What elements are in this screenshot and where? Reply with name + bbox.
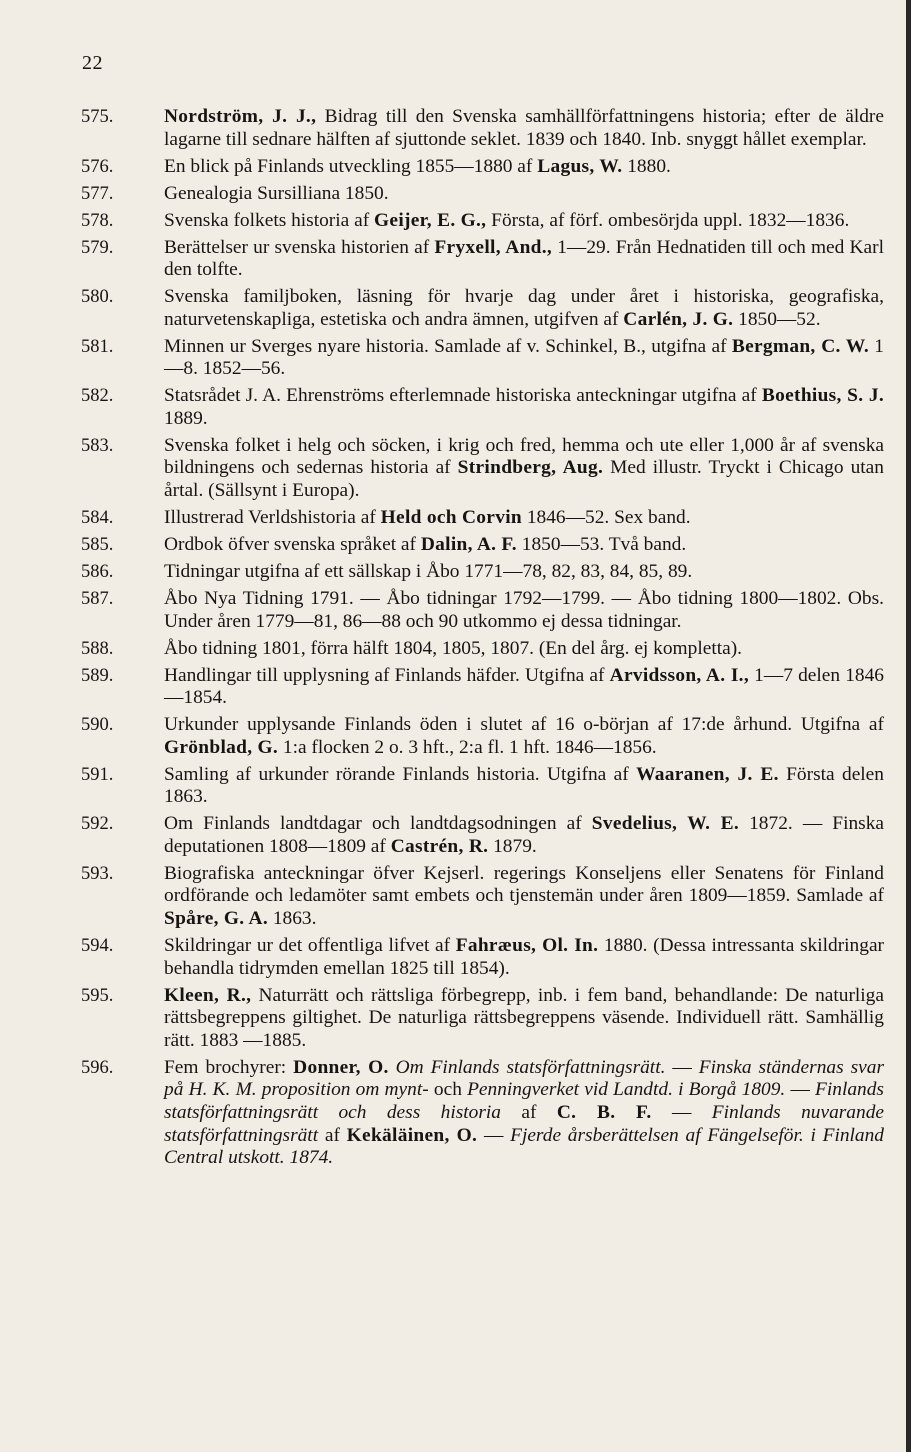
entry-author: Carlén, J. G. bbox=[623, 308, 734, 330]
catalogue-entry bbox=[76, 210, 884, 233]
entry-text bbox=[164, 210, 849, 231]
entry-number: 589. bbox=[81, 665, 114, 686]
catalogue-entry bbox=[76, 183, 884, 206]
entry-text bbox=[164, 183, 389, 204]
entry-text-segment: Samling af urkunder rörande Finlands historia. Utgifna af bbox=[164, 763, 637, 785]
entry-title-italic: Finska ständernas svar på H. K. M. proposition om mynt- bbox=[164, 1056, 884, 1101]
catalogue-entry bbox=[76, 385, 884, 430]
entry-author: Donner, O. bbox=[293, 1056, 389, 1078]
entry-text-segment: Första, af förf. ombesörjda uppl. 1832—1836. bbox=[486, 209, 850, 231]
entry-number: 582. bbox=[81, 386, 114, 407]
entry-title-italic: Om Finlands statsförfattningsrätt. bbox=[395, 1056, 666, 1078]
entry-text bbox=[164, 935, 884, 979]
entry-number: 583. bbox=[81, 435, 114, 456]
entry-number: 585. bbox=[81, 535, 114, 555]
entry-text-segment: 1880. bbox=[622, 155, 671, 177]
entry-number: 578. bbox=[81, 210, 114, 231]
entry-number: 580. bbox=[81, 287, 114, 308]
entry-text-segment: Första delen 1863. bbox=[164, 763, 884, 808]
entry-text-segment: 1—7 delen 1846—1854. bbox=[164, 664, 884, 709]
entry-number: 575. bbox=[81, 107, 114, 127]
catalogue-entry bbox=[76, 985, 884, 1053]
entry-text-segment: Svenska folket i helg och söcken, i krig och fred, hemma och ute eller 1,000 år af svenska bildningens och sedernas historia af bbox=[164, 434, 884, 479]
catalogue-entry bbox=[76, 863, 884, 931]
entry-text-segment: Åbo tidning 1801, förra hälft 1804, 1805, 1807. (En del årg. ej kompletta). bbox=[164, 637, 743, 659]
entry-text-segment: Naturrätt och rättsliga förbegrepp, inb. i fem band, behandlande: De naturliga rättsbegreppens giltighet. De naturliga rättsbegreppens väsende. Individuell rätt. Samhällig rätt. 1883 —1885. bbox=[164, 984, 884, 1051]
entry-author: Nordström, J. J., bbox=[164, 106, 317, 127]
entry-number: 587. bbox=[81, 588, 114, 609]
entry-text bbox=[164, 435, 884, 501]
entry-text-segment: och bbox=[428, 1079, 468, 1101]
entry-number: 593. bbox=[81, 863, 114, 884]
entry-text-segment: 1:a flocken 2 o. 3 hft., 2:a fl. 1 hft. 1846—1856. bbox=[278, 736, 657, 758]
entry-number: 584. bbox=[81, 508, 114, 529]
entry-text-segment: 1—29. Från Hednatiden till och med Karl den tolfte. bbox=[164, 236, 884, 281]
catalogue-entry bbox=[76, 638, 884, 661]
catalogue-entry bbox=[76, 237, 884, 282]
entry-number: 581. bbox=[81, 336, 114, 357]
entry-number: 596. bbox=[81, 1057, 114, 1078]
entry-text-segment: 1863. bbox=[267, 908, 317, 930]
entry-text-segment: Fem brochyrer: bbox=[164, 1056, 294, 1078]
entry-number: 595. bbox=[81, 985, 114, 1006]
entry-text bbox=[164, 336, 884, 380]
entry-text-segment: Med illustr. Tryckt i Chicago utan årtal. (Sällsynt i Europa). bbox=[164, 457, 884, 502]
entry-text-segment: — bbox=[665, 1056, 699, 1078]
entry-text-segment: 1846—52. Sex band. bbox=[521, 507, 691, 529]
entry-text-segment: 1—8. 1852—56. bbox=[164, 335, 884, 380]
catalogue-entries bbox=[76, 106, 884, 1174]
entry-title-italic: Penningverket vid Landtd. i Borgå 1809. bbox=[467, 1079, 786, 1101]
entry-text bbox=[164, 286, 884, 330]
entry-text bbox=[164, 507, 691, 528]
entry-text bbox=[164, 1057, 884, 1168]
entry-author: Kekäläinen, O. bbox=[346, 1124, 478, 1146]
entry-text-segment: 1879. bbox=[488, 835, 537, 857]
entry-title-italic: Fjerde årsberättelsen af Fängelseför. i Finland Central utskott. 1874. bbox=[164, 1124, 885, 1169]
entry-text-segment: Om Finlands landtdagar och landtdagsodningen af bbox=[164, 813, 592, 835]
entry-author: Strindberg, Aug. bbox=[457, 457, 604, 479]
entry-text-segment: Ordbok öfver svenska språket af bbox=[164, 534, 421, 555]
entry-title-italic: Finlands statsförfattningsrätt och dess historia bbox=[164, 1079, 884, 1123]
entry-text bbox=[164, 863, 884, 929]
entry-text-segment: — bbox=[785, 1079, 816, 1101]
entry-text bbox=[164, 106, 884, 150]
catalogue-entry bbox=[76, 156, 884, 179]
catalogue-entry bbox=[76, 714, 884, 759]
entry-number: 588. bbox=[81, 638, 114, 659]
catalogue-entry bbox=[76, 286, 884, 331]
entry-text-segment: Genealogia Sursilliana 1850. bbox=[164, 182, 389, 204]
entry-number: 594. bbox=[81, 936, 114, 957]
catalogue-entry bbox=[76, 764, 884, 809]
entry-text-segment: Handlingar till upplysning af Finlands häfder. Utgifna af bbox=[164, 664, 610, 686]
entry-author: Boethius, S. J. bbox=[761, 385, 884, 407]
entry-text-segment: Tidningar utgifna af ett sällskap i Åbo 1771—78, 82, 83, 84, 85, 89. bbox=[164, 560, 693, 582]
entry-author: Geijer, E. G., bbox=[374, 209, 487, 231]
entry-author: Fahræus, Ol. In. bbox=[455, 935, 599, 957]
catalogue-entry bbox=[76, 534, 884, 557]
entry-text-segment: Svenska familjboken, läsning för hvarje dag under året i historiska, geografiska, naturvetenskapliga, estetiska och andra ämnen, utgifven af bbox=[164, 286, 884, 330]
entry-author: Bergman, C. W. bbox=[731, 335, 869, 357]
entry-author: Arvidsson, A. I., bbox=[609, 664, 749, 686]
page-edge bbox=[906, 0, 911, 1452]
catalogue-entry bbox=[76, 561, 884, 584]
entry-text-segment: Statsrådet J. A. Ehrenströms efterlemnade historiska anteckningar utgifna af bbox=[164, 385, 762, 407]
entry-text-segment: Skildringar ur det offentliga lifvet af bbox=[164, 935, 456, 957]
entry-text-segment: af bbox=[318, 1124, 347, 1146]
catalogue-entry bbox=[76, 336, 884, 381]
entry-text bbox=[164, 534, 686, 555]
entry-author: Dalin, A. F. bbox=[420, 534, 517, 555]
catalogue-entry bbox=[76, 588, 884, 633]
entry-text-segment: Svenska folkets historia af bbox=[164, 209, 375, 231]
entry-text-segment: Urkunder upplysande Finlands öden i slutet af 16 o-början af 17:de århund. Utgifna af bbox=[164, 714, 884, 736]
entry-text bbox=[164, 385, 884, 429]
entry-text bbox=[164, 156, 671, 177]
entry-number: 590. bbox=[81, 715, 114, 736]
entry-text bbox=[164, 764, 884, 808]
entry-text-segment bbox=[389, 1057, 396, 1078]
catalogue-entry bbox=[76, 106, 884, 151]
entry-text bbox=[164, 588, 884, 632]
entry-number: 586. bbox=[81, 561, 114, 582]
entry-text bbox=[164, 561, 692, 582]
entry-author: C. B. F. bbox=[556, 1101, 652, 1123]
entry-text-segment: af bbox=[500, 1101, 557, 1123]
entry-text bbox=[164, 714, 884, 758]
entry-author: Fryxell, And., bbox=[434, 236, 553, 258]
entry-title-italic: Finlands nuvarande statsförfattningsrätt bbox=[164, 1101, 885, 1146]
entry-text bbox=[164, 813, 884, 857]
page-number: 22 bbox=[82, 52, 103, 74]
entry-author: Spåre, G. A. bbox=[164, 908, 268, 930]
entry-number: 576. bbox=[81, 156, 114, 177]
entry-number: 591. bbox=[81, 764, 114, 785]
entry-text-segment: Åbo Nya Tidning 1791. — Åbo tidningar 1792—1799. — Åbo tidning 1800—1802. Obs. Under åren 1779—81, 86—88 och 90 utkommo ej dessa tidningar. bbox=[164, 587, 884, 632]
entry-text-segment: 1850—53. Två band. bbox=[516, 534, 687, 555]
entry-text-segment: Berättelser ur svenska historien af bbox=[164, 236, 435, 258]
entry-text bbox=[164, 985, 884, 1051]
entry-text bbox=[164, 665, 884, 709]
entry-author: Held och Corvin bbox=[380, 507, 522, 529]
entry-text-segment: — bbox=[651, 1101, 712, 1123]
entry-text-segment: Bidrag till den Svenska samhällförfattningens historia; efter de äldre lagarne till sednare hälften af sjuttonde seklet. 1839 och 1840. Inb. snyggt hållet exemplar. bbox=[164, 106, 885, 150]
catalogue-entry bbox=[76, 665, 884, 710]
entry-text-segment: 1872. — Finska deputationen 1808—1809 af bbox=[164, 813, 885, 857]
entry-text-segment: — bbox=[477, 1124, 511, 1146]
entry-text bbox=[164, 237, 884, 281]
entry-number: 579. bbox=[81, 237, 114, 258]
entry-author: Grönblad, G. bbox=[164, 736, 279, 758]
entry-text-segment: 1889. bbox=[164, 407, 208, 429]
entry-text bbox=[164, 638, 742, 659]
entry-text-segment: 1850—52. bbox=[733, 308, 821, 330]
entry-author: Castrén, R. bbox=[390, 835, 489, 857]
catalogue-entry bbox=[76, 507, 884, 530]
catalogue-entry bbox=[76, 813, 884, 858]
entry-number: 577. bbox=[81, 183, 114, 204]
entry-text-segment: En blick på Finlands utveckling 1855—1880 af bbox=[164, 155, 538, 177]
entry-author: Svedelius, W. E. bbox=[591, 813, 740, 835]
catalogue-entry bbox=[76, 935, 884, 980]
catalogue-entry bbox=[76, 435, 884, 503]
entry-text-segment: Illustrerad Verldshistoria af bbox=[164, 507, 381, 529]
catalogue-entry bbox=[76, 1057, 884, 1170]
entry-text-segment: Biografiska anteckningar öfver Kejserl. regerings Konseljens eller Senatens för Finland ordförande och ledamöter samt embets och tjenstemän under åren 1809—1859. Samlade af bbox=[164, 862, 884, 907]
entry-author: Lagus, W. bbox=[537, 155, 623, 177]
entry-author: Kleen, R., bbox=[164, 984, 252, 1006]
entry-text-segment: 1880. (Dessa intressanta skildringar behandla tidrymden emellan 1825 till 1854). bbox=[164, 935, 885, 979]
entry-text-segment: Minnen ur Sverges nyare historia. Samlade af v. Schinkel, B., utgifna af bbox=[164, 335, 732, 357]
entry-number: 592. bbox=[81, 814, 114, 835]
entry-author: Waaranen, J. E. bbox=[636, 763, 779, 785]
